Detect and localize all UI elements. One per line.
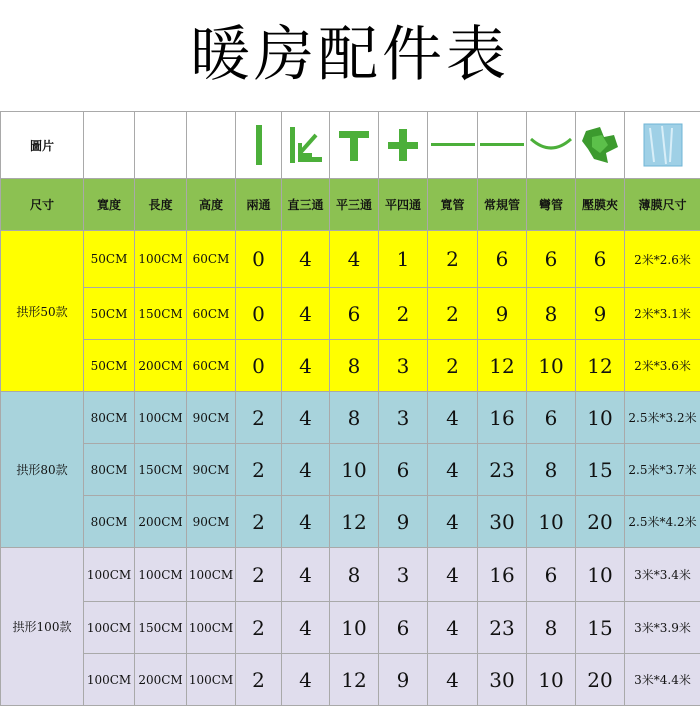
quantity-cell: 0 xyxy=(236,231,282,288)
film-size-cell: 3米*4.4米 xyxy=(625,654,700,706)
column-header: 尺寸 xyxy=(1,179,84,231)
quantity-cell: 4 xyxy=(282,340,330,392)
table-row xyxy=(1,602,700,654)
quantity-cell: 4 xyxy=(282,496,330,548)
dimension-cell: 50CM xyxy=(84,231,135,288)
film-clip-icon xyxy=(576,112,625,179)
dimension-cell: 100CM xyxy=(84,548,135,602)
quantity-cell: 4 xyxy=(282,288,330,340)
model-name: 拱形50款 xyxy=(1,231,84,392)
quantity-cell: 0 xyxy=(236,340,282,392)
dimension-cell: 100CM xyxy=(135,548,187,602)
dimension-cell: 60CM xyxy=(187,231,236,288)
quantity-cell: 6 xyxy=(379,444,428,496)
quantity-cell: 4 xyxy=(428,602,478,654)
quantity-cell: 15 xyxy=(576,444,625,496)
film-size-cell: 3米*3.4米 xyxy=(625,548,700,602)
dimension-cell: 60CM xyxy=(187,340,236,392)
quantity-cell: 2 xyxy=(236,602,282,654)
picture-label: 圖片 xyxy=(1,112,84,179)
quantity-cell: 9 xyxy=(576,288,625,340)
quantity-cell: 9 xyxy=(379,496,428,548)
dimension-cell: 90CM xyxy=(187,444,236,496)
empty-cell xyxy=(135,112,187,179)
flat-tee-connector-icon xyxy=(330,112,379,179)
picture-row xyxy=(1,112,700,179)
dimension-cell: 100CM xyxy=(187,548,236,602)
quantity-cell: 6 xyxy=(527,392,576,444)
table-row xyxy=(1,548,700,602)
quantity-cell: 0 xyxy=(236,288,282,340)
column-header: 高度 xyxy=(187,179,236,231)
column-header-row xyxy=(1,179,700,231)
quantity-cell: 8 xyxy=(330,340,379,392)
quantity-cell: 12 xyxy=(330,496,379,548)
quantity-cell: 4 xyxy=(428,444,478,496)
dimension-cell: 200CM xyxy=(135,654,187,706)
dimension-cell: 90CM xyxy=(187,392,236,444)
dimension-cell: 50CM xyxy=(84,340,135,392)
accessory-table xyxy=(0,111,700,706)
page-title: 暖房配件表 xyxy=(0,0,700,100)
quantity-cell: 4 xyxy=(428,392,478,444)
quantity-cell: 2 xyxy=(379,288,428,340)
quantity-cell: 8 xyxy=(527,602,576,654)
quantity-cell: 9 xyxy=(379,654,428,706)
quantity-cell: 15 xyxy=(576,602,625,654)
quantity-cell: 6 xyxy=(330,288,379,340)
dimension-cell: 50CM xyxy=(84,288,135,340)
quantity-cell: 2 xyxy=(236,392,282,444)
column-header: 寬度 xyxy=(84,179,135,231)
column-header: 壓膜夾 xyxy=(576,179,625,231)
film-size-cell: 2.5米*3.7米 xyxy=(625,444,700,496)
quantity-cell: 4 xyxy=(428,496,478,548)
quantity-cell: 3 xyxy=(379,340,428,392)
empty-cell xyxy=(187,112,236,179)
dimension-cell: 100CM xyxy=(135,231,187,288)
dimension-cell: 80CM xyxy=(84,392,135,444)
quantity-cell: 10 xyxy=(576,392,625,444)
table-row xyxy=(1,288,700,340)
column-header: 平三通 xyxy=(330,179,379,231)
column-header: 直三通 xyxy=(282,179,330,231)
quantity-cell: 6 xyxy=(527,231,576,288)
curved-pipe-icon xyxy=(527,112,576,179)
column-header: 寬管 xyxy=(428,179,478,231)
film-size-cell: 2米*2.6米 xyxy=(625,231,700,288)
dimension-cell: 100CM xyxy=(84,654,135,706)
quantity-cell: 8 xyxy=(330,548,379,602)
table-row xyxy=(1,654,700,706)
dimension-cell: 150CM xyxy=(135,602,187,654)
film-size-cell: 3米*3.9米 xyxy=(625,602,700,654)
dimension-cell: 80CM xyxy=(84,444,135,496)
dimension-cell: 100CM xyxy=(187,602,236,654)
quantity-cell: 12 xyxy=(330,654,379,706)
cross-connector-icon xyxy=(379,112,428,179)
quantity-cell: 4 xyxy=(428,654,478,706)
film-size-cell: 2米*3.6米 xyxy=(625,340,700,392)
column-header: 平四通 xyxy=(379,179,428,231)
film-size-cell: 2.5米*4.2米 xyxy=(625,496,700,548)
dimension-cell: 200CM xyxy=(135,340,187,392)
quantity-cell: 2 xyxy=(236,548,282,602)
plastic-film-icon xyxy=(625,112,700,179)
quantity-cell: 10 xyxy=(330,602,379,654)
table-row xyxy=(1,231,700,288)
quantity-cell: 10 xyxy=(527,340,576,392)
quantity-cell: 6 xyxy=(478,231,527,288)
quantity-cell: 9 xyxy=(478,288,527,340)
table-row xyxy=(1,444,700,496)
quantity-cell: 2 xyxy=(428,288,478,340)
column-header: 長度 xyxy=(135,179,187,231)
dimension-cell: 200CM xyxy=(135,496,187,548)
dimension-cell: 100CM xyxy=(187,654,236,706)
quantity-cell: 1 xyxy=(379,231,428,288)
dimension-cell: 100CM xyxy=(135,392,187,444)
column-header: 兩通 xyxy=(236,179,282,231)
table-row xyxy=(1,340,700,392)
quantity-cell: 16 xyxy=(478,548,527,602)
quantity-cell: 3 xyxy=(379,548,428,602)
regular-pipe-icon xyxy=(478,112,527,179)
quantity-cell: 4 xyxy=(282,392,330,444)
dimension-cell: 90CM xyxy=(187,496,236,548)
quantity-cell: 6 xyxy=(379,602,428,654)
film-size-cell: 2米*3.1米 xyxy=(625,288,700,340)
quantity-cell: 2 xyxy=(236,496,282,548)
quantity-cell: 30 xyxy=(478,654,527,706)
quantity-cell: 10 xyxy=(527,654,576,706)
column-header: 常規管 xyxy=(478,179,527,231)
quantity-cell: 20 xyxy=(576,496,625,548)
quantity-cell: 4 xyxy=(330,231,379,288)
dimension-cell: 100CM xyxy=(84,602,135,654)
quantity-cell: 2 xyxy=(236,654,282,706)
quantity-cell: 4 xyxy=(282,444,330,496)
quantity-cell: 10 xyxy=(527,496,576,548)
quantity-cell: 4 xyxy=(282,654,330,706)
quantity-cell: 4 xyxy=(282,231,330,288)
dimension-cell: 150CM xyxy=(135,288,187,340)
quantity-cell: 8 xyxy=(330,392,379,444)
quantity-cell: 4 xyxy=(282,602,330,654)
quantity-cell: 10 xyxy=(576,548,625,602)
quantity-cell: 10 xyxy=(330,444,379,496)
quantity-cell: 4 xyxy=(282,548,330,602)
wide-pipe-icon xyxy=(428,112,478,179)
quantity-cell: 8 xyxy=(527,444,576,496)
quantity-cell: 23 xyxy=(478,602,527,654)
straight-tee-connector-icon xyxy=(282,112,330,179)
table-row xyxy=(1,496,700,548)
model-name: 拱形100款 xyxy=(1,548,84,706)
column-header: 彎管 xyxy=(527,179,576,231)
quantity-cell: 20 xyxy=(576,654,625,706)
quantity-cell: 6 xyxy=(576,231,625,288)
quantity-cell: 6 xyxy=(527,548,576,602)
dimension-cell: 60CM xyxy=(187,288,236,340)
quantity-cell: 30 xyxy=(478,496,527,548)
quantity-cell: 3 xyxy=(379,392,428,444)
dimension-cell: 150CM xyxy=(135,444,187,496)
quantity-cell: 2 xyxy=(428,231,478,288)
quantity-cell: 23 xyxy=(478,444,527,496)
quantity-cell: 2 xyxy=(428,340,478,392)
empty-cell xyxy=(84,112,135,179)
quantity-cell: 12 xyxy=(478,340,527,392)
quantity-cell: 2 xyxy=(236,444,282,496)
dimension-cell: 80CM xyxy=(84,496,135,548)
quantity-cell: 12 xyxy=(576,340,625,392)
quantity-cell: 16 xyxy=(478,392,527,444)
film-size-cell: 2.5米*3.2米 xyxy=(625,392,700,444)
model-name: 拱形80款 xyxy=(1,392,84,548)
two-way-connector-icon xyxy=(236,112,282,179)
table-row xyxy=(1,392,700,444)
quantity-cell: 4 xyxy=(428,548,478,602)
column-header: 薄膜尺寸 xyxy=(625,179,700,231)
quantity-cell: 8 xyxy=(527,288,576,340)
